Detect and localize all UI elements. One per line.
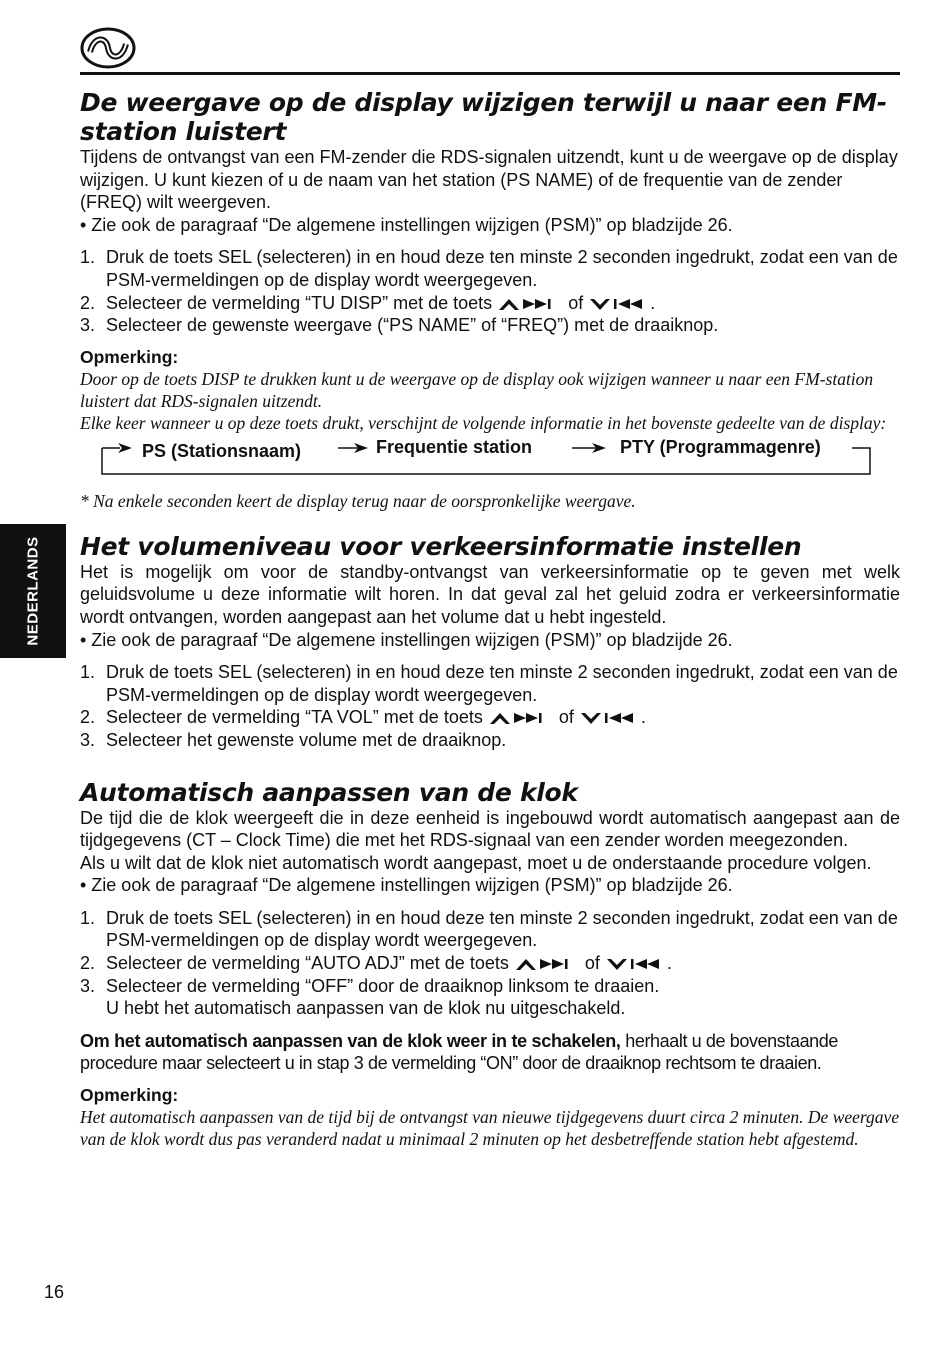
note-text: Door op de toets DISP te drukken kunt u de weergave op de display ook wijzigen wanneer u naar een FM-station luistert dat RDS-signalen uitzendt. [80, 368, 874, 411]
section-intro: De tijd die de klok weergeeft die in deze eenheid is ingebouwd wordt automatisch aangepast aan de tijdgegevens (CT – Clock Time) die met het RDS-signaal van een zender worden meegezonden. [80, 807, 900, 851]
up-next-key-icon [497, 296, 563, 312]
step-item: 2. Selecteer de vermelding “TA VOL” met de toets of . [80, 707, 646, 728]
flow-step-pty: PTY (Programmagenre) [620, 436, 821, 457]
note-text: Elke keer wanneer u op deze toets drukt, verschijnt de volgende informatie in het bovenste gedeelte van de display: [80, 412, 887, 433]
see-also-bullet: • Zie ook de paragraaf “De algemene instellingen wijzigen (PSM)” op bladzijde 26. [80, 875, 733, 896]
section-intro: Tijdens de ontvangst van een FM-zender die RDS-signalen uitzendt, kunt u de weergave op de display wijzigen. U kunt kiezen of u de naam van het station (PS NAME) of de frequentie van de zender (FREQ) wilt weergeven. [80, 147, 898, 213]
reenable-instruction: Om het automatisch aanpassen van de klok weer in te schakelen, herhaalt u de bovenstaande procedure maar selecteert u in stap 3 de vermelding “ON” door de draaiknop rechtsom te draaien. [80, 1030, 839, 1074]
steps-list [80, 246, 900, 336]
step-item: 1. Druk de toets SEL (selecteren) in en houd deze ten minste 2 seconden ingedrukt, zodat een van de PSM-vermeldingen op de display wordt weergegeven. [80, 247, 898, 290]
steps-list [80, 907, 900, 1020]
display-cycle-diagram [80, 438, 900, 484]
see-also-bullet: • Zie ook de paragraaf “De algemene instellingen wijzigen (PSM)” op bladzijde 26. [80, 214, 733, 235]
page-content [80, 88, 900, 1150]
step-item: 3. Selecteer de gewenste weergave (“PS NAME” of “FREQ”) met de draaiknop. [80, 315, 719, 336]
section-title-display: De weergave op de display wijzigen terwijl u naar een FM-station luistert [80, 88, 887, 146]
down-prev-key-icon [579, 710, 641, 726]
step-item: 1. Druk de toets SEL (selecteren) in en houd deze ten minste 2 seconden ingedrukt, zodat een van de PSM-vermeldingen op de display wordt weergegeven. [80, 907, 898, 951]
step-item: 3. Selecteer de vermelding “OFF” door de draaiknop linksom te draaien. U hebt het automatisch aanpassen van de klok nu uitgeschakeld. [80, 975, 660, 1019]
language-label: NEDERLANDS [24, 536, 42, 646]
note-text: Het automatisch aanpassen van de tijd bij de ontvangst van nieuwe tijdgegevens duurt circa 2 minuten. De weergave van de klok wordt dus pas veranderd nadat u minimaal 2 minuten op het desbetreffende station hebt afgestemd. [80, 1107, 900, 1150]
note-title: Opmerking: [80, 1085, 179, 1106]
see-also-bullet: • Zie ook de paragraaf “De algemene instellingen wijzigen (PSM)” op bladzijde 26. [80, 629, 733, 650]
brand-logo-icon [80, 26, 136, 70]
section-intro: Als u wilt dat de klok niet automatisch wordt aangepast, moet u de onderstaande procedure volgen. [80, 852, 872, 873]
page-number: 16 [44, 1282, 65, 1302]
up-next-key-icon [488, 710, 554, 726]
step-item: 2. Selecteer de vermelding “TU DISP” met de toets of . [80, 292, 656, 313]
note-title: Opmerking: [80, 346, 179, 367]
flow-step-frequency: Frequentie station [376, 436, 533, 457]
section-title-volume: Het volumeniveau voor verkeersinformatie instellen [80, 531, 802, 561]
down-prev-key-icon [588, 296, 650, 312]
footnote: * Na enkele seconden keert de display terug naar de oorspronkelijke weergave. [80, 490, 636, 511]
steps-list [80, 661, 900, 751]
header-rule [80, 72, 900, 75]
step-item: 1. Druk de toets SEL (selecteren) in en houd deze ten minste 2 seconden ingedrukt, zodat een van de PSM-vermeldingen op de display wordt weergegeven. [80, 662, 898, 705]
section-intro: Het is mogelijk om voor de standby-ontvangst van verkeersinformatie op te geven met welk geluidsvolume u deze informatie wilt horen. In dat geval zal het geluid zodra er verkeersinformatie wordt ontvangen, worden aangepast aan het volume dat u hebt ingesteld. [80, 561, 900, 627]
down-prev-key-icon [605, 956, 667, 972]
section-title-clock: Automatisch aanpassen van de klok [80, 777, 578, 807]
step-item: 3. Selecteer het gewenste volume met de draaiknop. [80, 729, 507, 750]
flow-step-ps-name: PS (Stationsnaam) [142, 440, 302, 461]
step-item: 2. Selecteer de vermelding “AUTO ADJ” met de toets of . [80, 953, 672, 974]
up-next-key-icon [514, 956, 580, 972]
language-side-tab [0, 524, 66, 658]
